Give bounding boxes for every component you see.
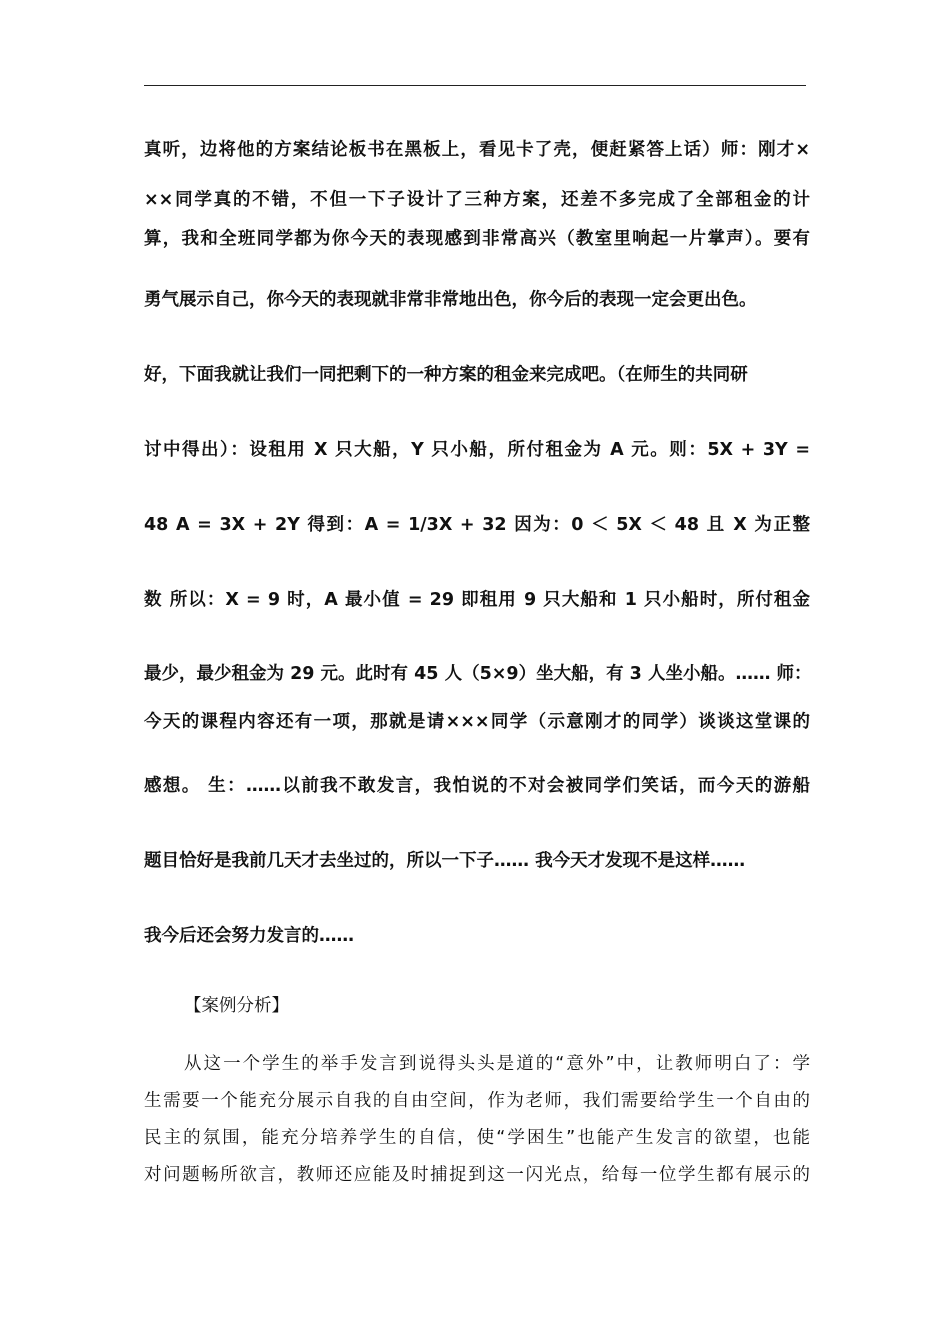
body-line: 题目恰好是我前几天才去坐过的，所以一下子…… 我今天才发现不是这样…… [144,851,746,871]
body-line: 数 所以：X = 9 时，A 最小值 = 29 即租用 9 只大船和 1 只小船时，所付租金 [144,590,810,610]
section-heading: 【案例分析】 [184,996,289,1016]
analysis-line: 从这一个学生的举手发言到说得头头是道的“意外”中，让教师明白了：学 [184,1054,810,1074]
body-line: 讨中得出）：设租用 X 只大船，Y 只小船，所付租金为 A 元。则：5X + 3Y = [144,440,810,460]
analysis-line: 生需要一个能充分展示自我的自由空间，作为老师，我们需要给学生一个自由的 [144,1091,810,1111]
body-line: 我今后还会努力发言的…… [144,926,354,946]
body-line: 感想。 生：……以前我不敢发言，我怕说的不对会被同学们笑话，而今天的游船 [144,776,810,796]
body-line: 好，下面我就让我们一同把剩下的一种方案的租金来完成吧。（在师生的共同研 [144,365,748,385]
analysis-line: 对问题畅所欲言，教师还应能及时捕捉到这一闪光点，给每一位学生都有展示的 [144,1165,810,1185]
analysis-line: 民主的氛围，能充分培养学生的自信，使“学困生”也能产生发言的欲望，也能 [144,1128,810,1148]
header-rule [144,85,806,86]
body-line: 真听，边将他的方案结论板书在黑板上，看见卡了壳，便赶紧答上话）师：刚才× [144,140,810,160]
body-line: 今天的课程内容还有一项，那就是请×××同学（示意刚才的同学）谈谈这堂课的 [144,712,810,732]
body-line: 最少，最少租金为 29 元。此时有 45 人（5×9）坐大船，有 3 人坐小船。…… 师： [144,664,812,684]
body-line: 算，我和全班同学都为你今天的表现感到非常高兴（教室里响起一片掌声）。要有 [144,229,810,249]
body-line: ××同学真的不错，不但一下子设计了三种方案，还差不多完成了全部租金的计 [144,190,810,210]
body-line: 48 A = 3X + 2Y 得到：A = 1/3X + 32 因为：0 ＜ 5X ＜ 48 且 X 为正整 [144,515,810,535]
body-line: 勇气展示自己，你今天的表现就非常非常地出色，你今后的表现一定会更出色。 [144,290,757,310]
